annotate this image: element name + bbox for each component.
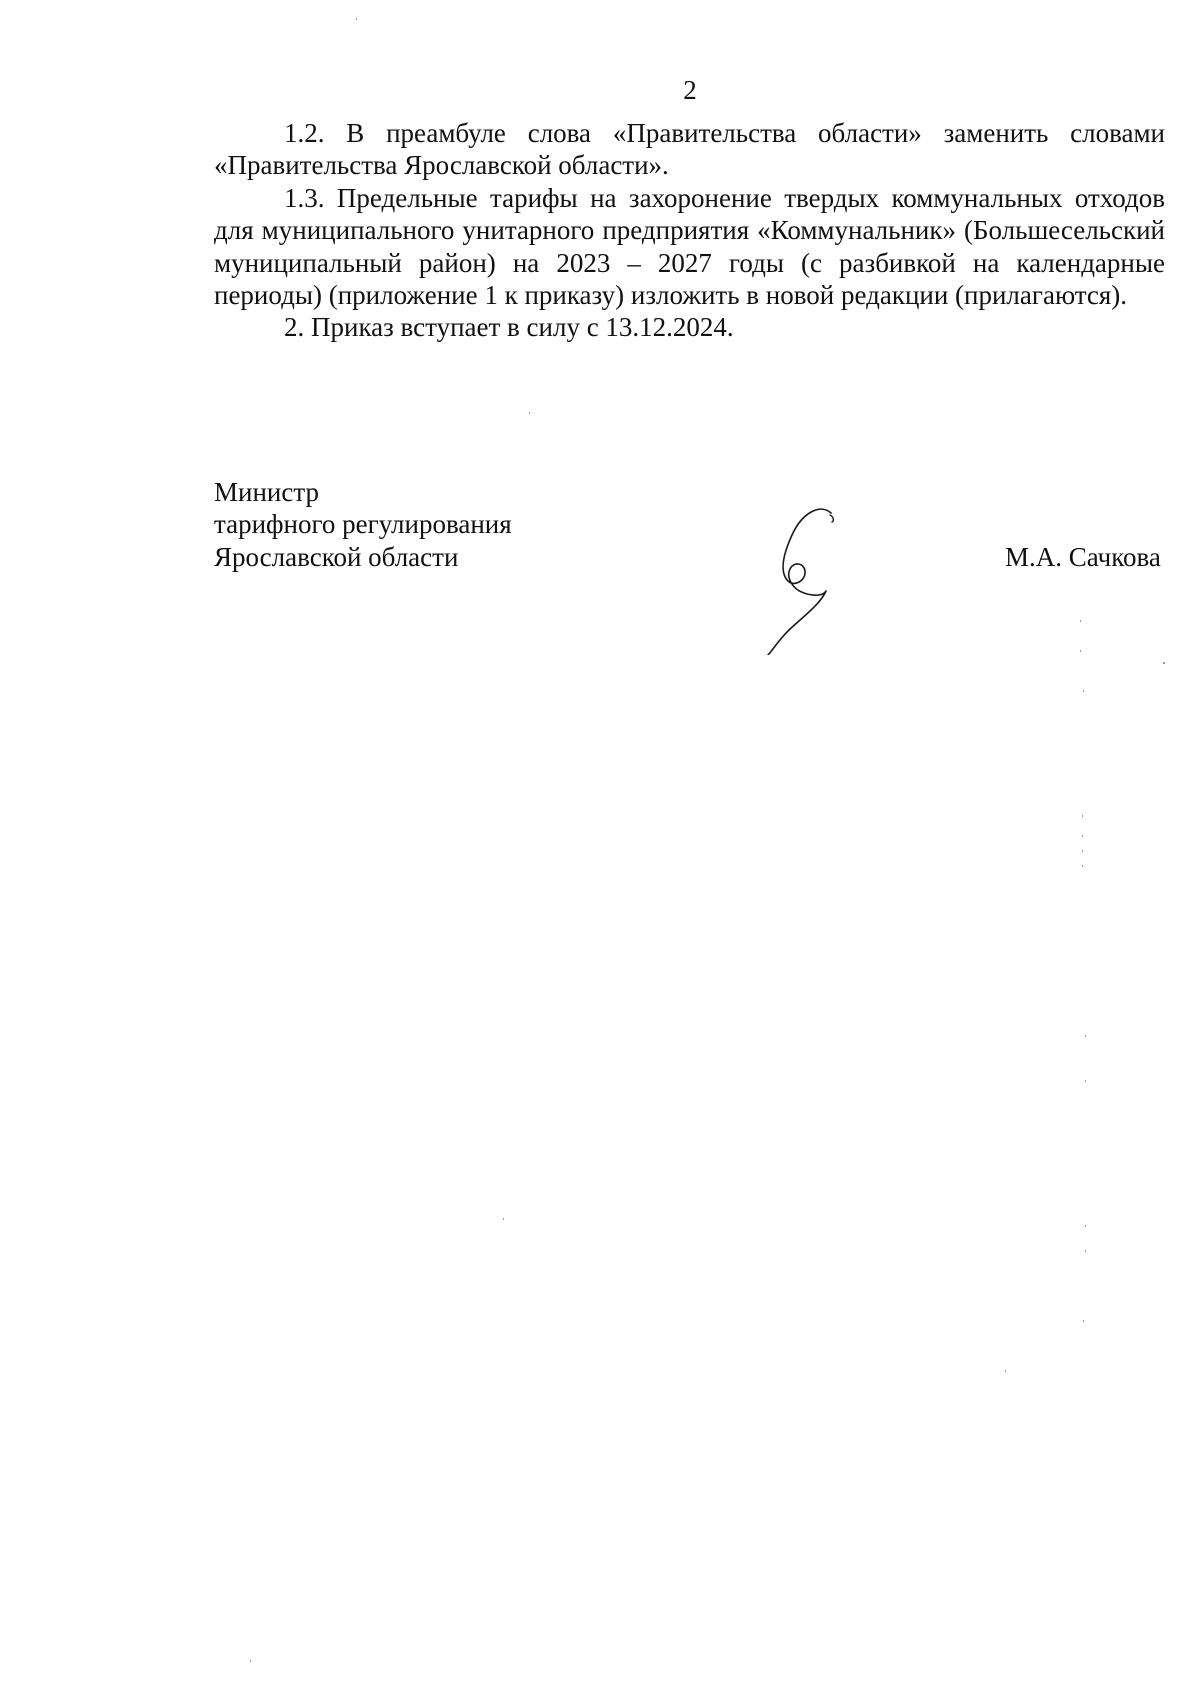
signatory-position-line: тарифного регулирования (214, 509, 512, 540)
handwritten-signature (750, 505, 850, 655)
page-number: 2 (683, 75, 697, 105)
paragraph-2: 2. Приказ вступает в силу с 13.12.2024. (284, 312, 734, 343)
paragraph-1-3: 1.3. Предельные тарифы на захоронение твердых коммунальных отходов для муниципального унитарного предприятия «Коммунальник» (Большесельский муниципальный район) на 2023 – 2027 годы (с разбивкой на календарные периоды) (приложение 1 к приказу) изложить в новой редакции (прилагаются). (214, 182, 1165, 311)
signatory-position (214, 476, 512, 573)
signatory-name: М.А. Сачкова (1005, 542, 1161, 572)
signatory-position-line: Министр (214, 477, 319, 507)
signatory-position-line: Ярославской области (214, 541, 459, 572)
document-body (214, 117, 1165, 344)
paragraph-1-2: 1.2. В преамбуле слова «Правительства области» заменить словами «Правительства Ярославской области». (214, 118, 1165, 181)
